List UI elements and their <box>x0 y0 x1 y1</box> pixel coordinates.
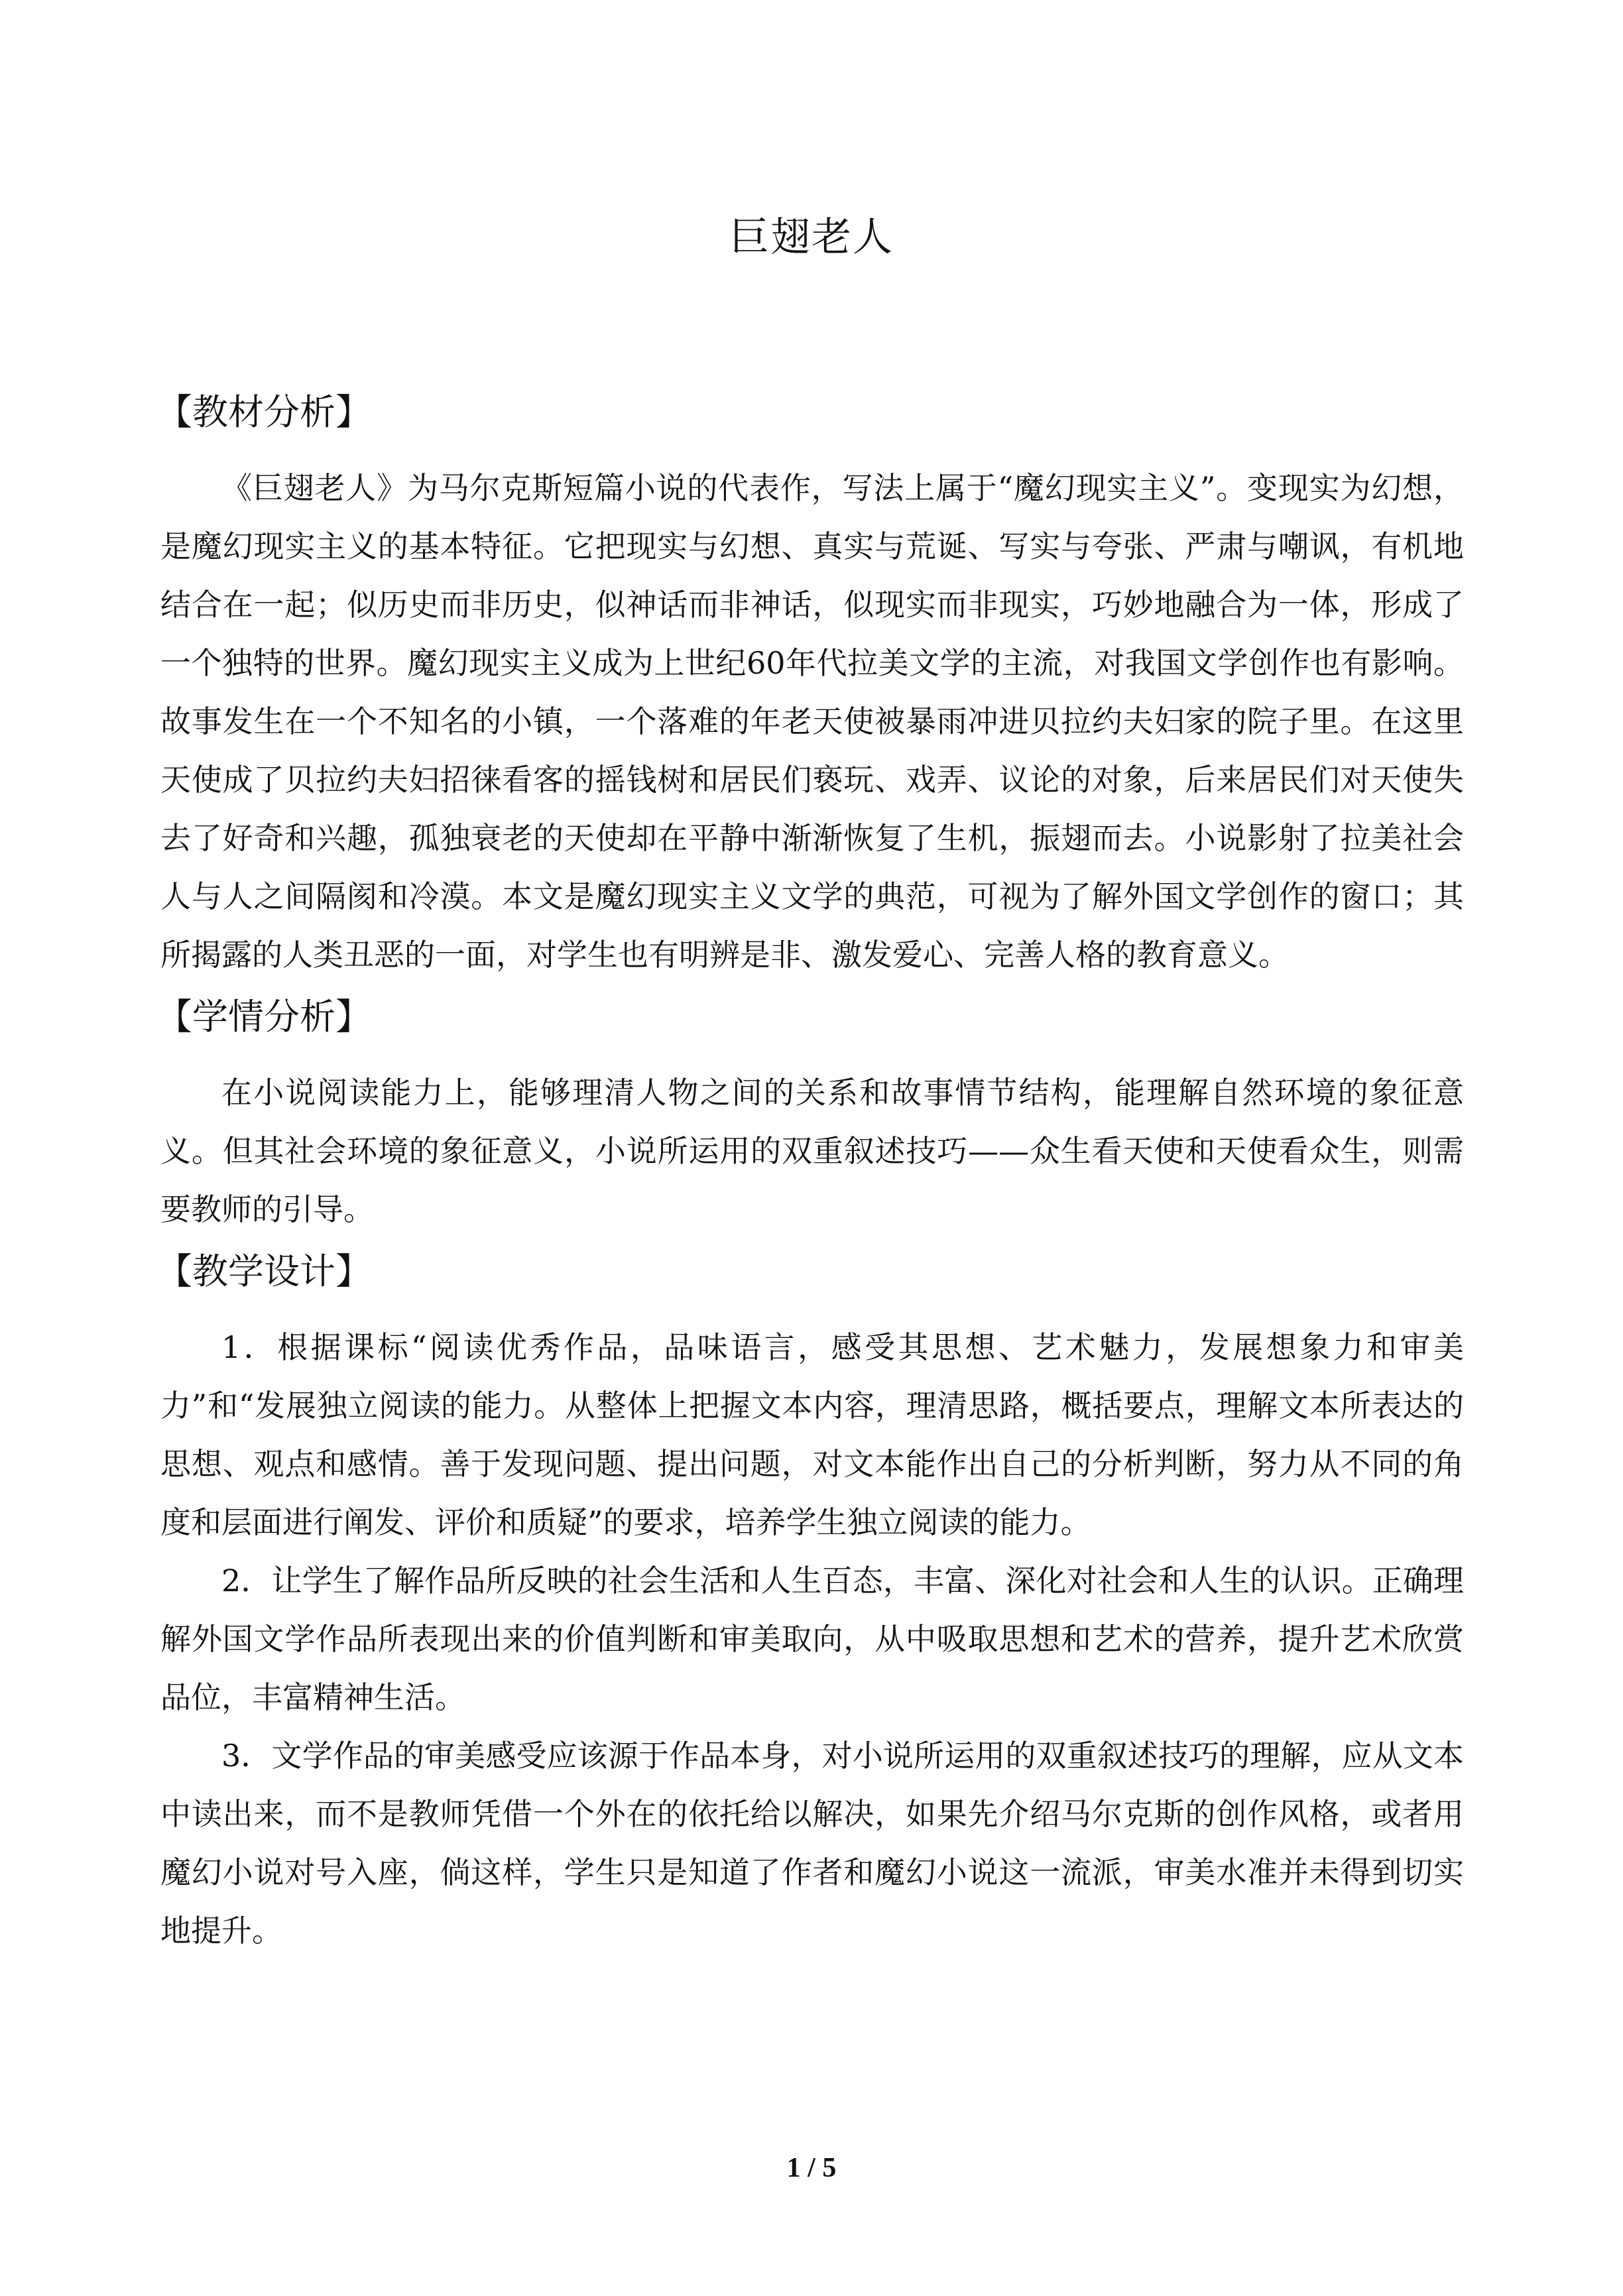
paragraph-teaching-design-3: 3．文学作品的审美感受应该源于作品本身，对小说所运用的双重叙述技巧的理解，应从文本中读出来，而不是教师凭借一个外在的依托给以解决，如果先介绍马尔克斯的创作风格，或者用魔幻小说对号入座，倘这样，学生只是知道了作者和魔幻小说这一流派，审美水准并未得到切实地提升。 <box>160 1738 1464 1949</box>
section-heading-textbook-analysis: 【教材分析】 <box>156 391 371 433</box>
page-number: 1 / 5 <box>786 2153 837 2183</box>
section-heading-student-analysis: 【学情分析】 <box>156 996 371 1038</box>
paragraph-student-analysis: 在小说阅读能力上，能够理清人物之间的关系和故事情节结构，能理解自然环境的象征意义。但其社会环境的象征意义，小说所运用的双重叙述技巧——众生看天使和天使看众生，则需要教师的引导。 <box>160 1075 1464 1227</box>
paragraph-textbook-analysis: 《巨翅老人》为马尔克斯短篇小说的代表作，写法上属于“魔幻现实主义”。变现实为幻想，是魔幻现实主义的基本特征。它把现实与幻想、真实与荒诞、写实与夸张、严肃与嘲讽，有机地结合在一起；似历史而非历史，似神话而非神话，似现实而非现实，巧妙地融合为一体，形成了一个独特的世界。魔幻现实主义成为上世纪60年代拉美文学的主流，对我国文学创作也有影响。故事发生在一个不知名的小镇，一个落难的年老天使被暴雨冲进贝拉约夫妇家的院子里。在这里天使成了贝拉约夫妇招徕看客的摇钱树和居民们亵玩、戏弄、议论的对象，后来居民们对天使失去了好奇和兴趣，孤独衰老的天使却在平静中渐渐恢复了生机，振翅而去。小说影射了拉美社会人与人之间隔阂和冷漠。本文是魔幻现实主义文学的典范，可视为了解外国文学创作的窗口；其所揭露的人类丑恶的一面，对学生也有明辨是非、激发爱心、完善人格的教育意义。 <box>160 470 1464 973</box>
page-title: 巨翅老人 <box>729 214 894 261</box>
paragraph-teaching-design-1: 1．根据课标“阅读优秀作品，品味语言，感受其思想、艺术魅力，发展想象力和审美力”和“发展独立阅读的能力。从整体上把握文本内容，理清思路，概括要点，理解文本所表达的思想、观点和感情。善于发现问题、提出问题，对文本能作出自己的分析判断，努力从不同的角度和层面进行阐发、评价和质疑”的要求，培养学生独立阅读的能力。 <box>160 1329 1464 1540</box>
paragraph-teaching-design-2: 2．让学生了解作品所反映的社会生活和人生百态，丰富、深化对社会和人生的认识。正确理解外国文学作品所表现出来的价值判断和审美取向，从中吸取思想和艺术的营养，提升艺术欣赏品位，丰富精神生活。 <box>160 1563 1464 1715</box>
document-body <box>156 383 1464 1960</box>
section-heading-teaching-design: 【教学设计】 <box>156 1250 371 1292</box>
